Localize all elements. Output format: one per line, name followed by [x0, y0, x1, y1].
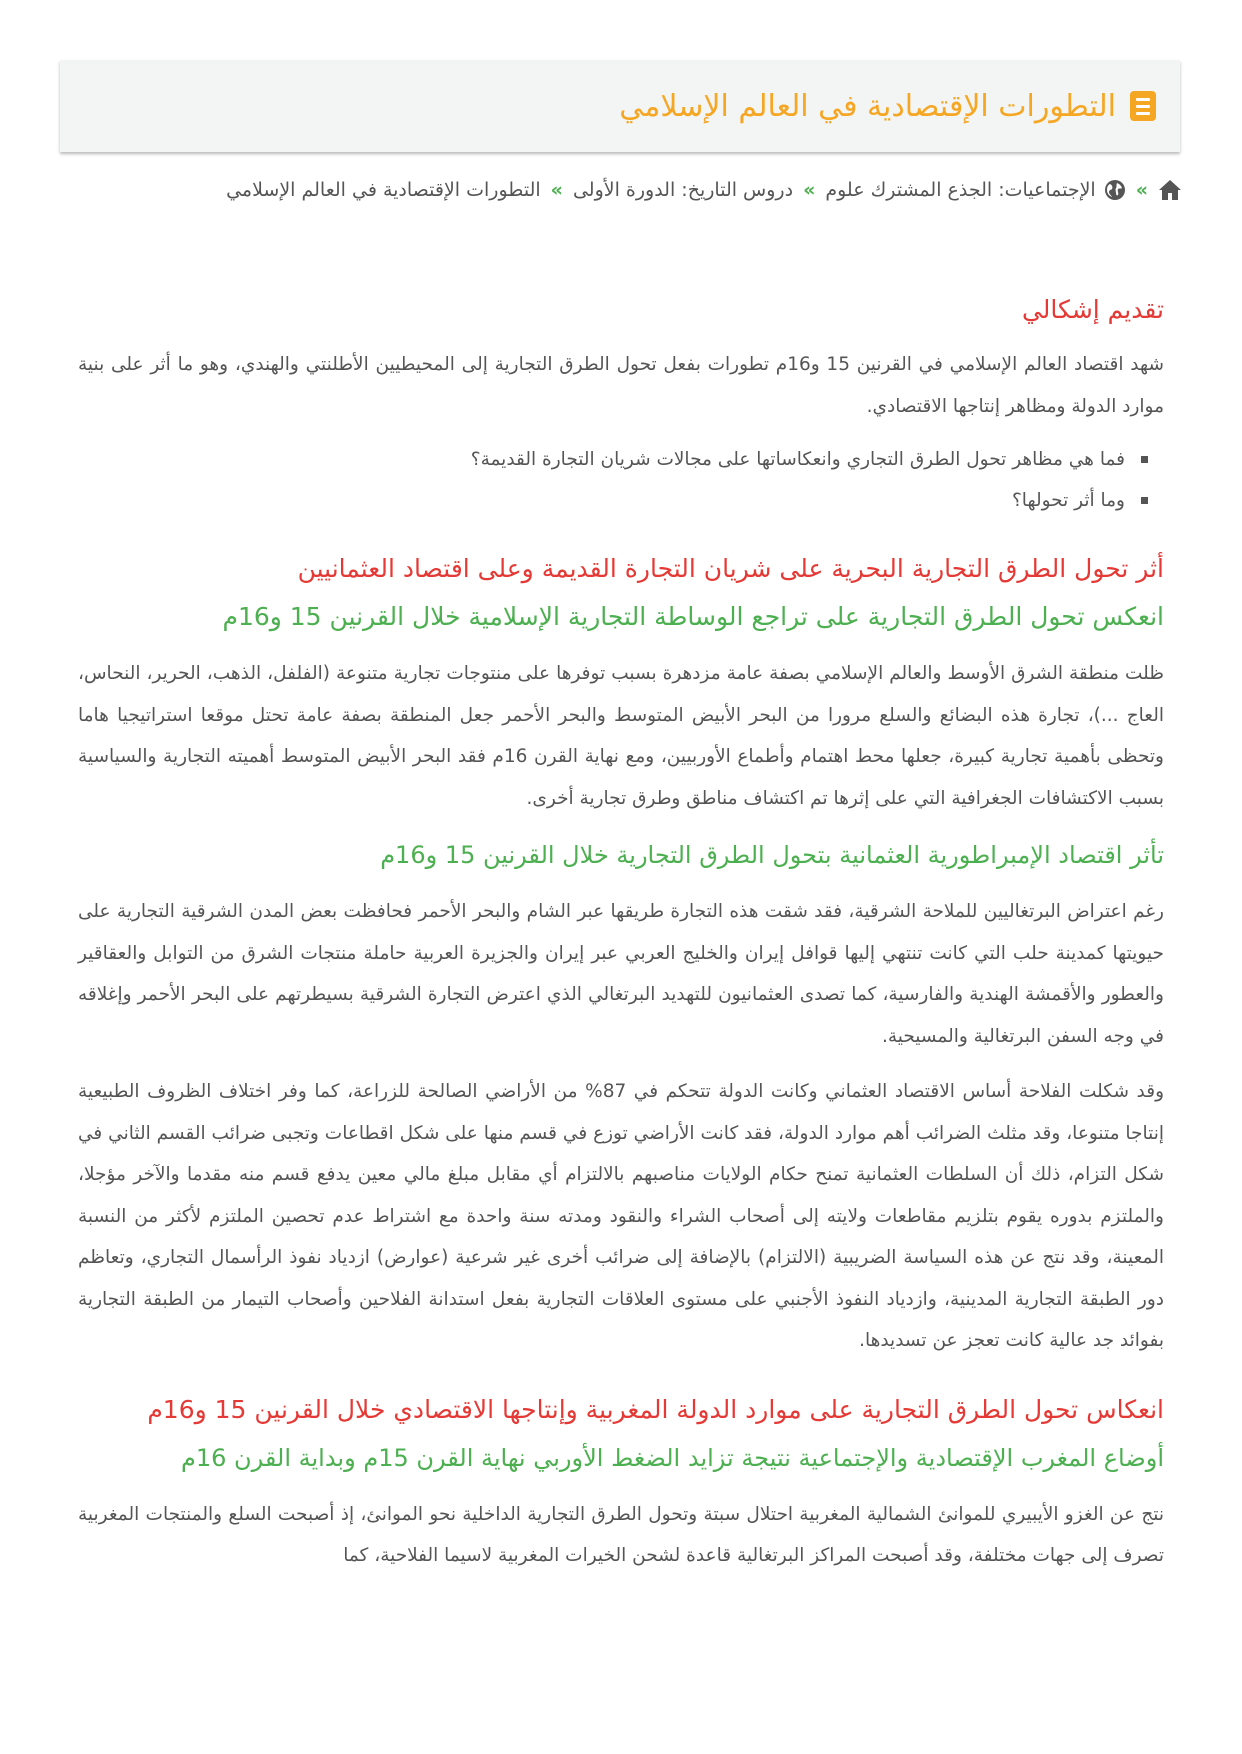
list-item: [78, 439, 1164, 480]
section1-heading: أثر تحول الطرق التجارية البحرية على شريان التجارة القديمة وعلى اقتصاد العثمانيين: [297, 554, 1164, 583]
section1-sub2-paragraph-2: وقد شكلت الفلاحة أساس الاقتصاد العثماني وكانت الدولة تتحكم في 87% من الأراضي الصالحة للزراعة، كما وفر اختلاف الظروف الطبيعية إنتاجا متنوعا، وقد مثلث الضرائب أهم موارد الدولة، فقد كانت الأراضي توزع في قسم منها على شكل اقطاعات وتجبى ضرائب القسم الثاني في شكل التزام، ذلك أن السلطات العثمانية تمنح حكام الولايات مناصبهم بالالتزام أي مقابل مبلغ مالي معين يدفع قسم منه مقدما والآخر مؤجلا، والملتزم بدوره يقوم بتلزيم مقاطعات ولايته إلى أصحاب الشراء والنقود ومدته سنة واحدة مع اشتراط عدم تحصين الملتزم لأكثر من النسبة المعينة، وقد نتج عن هذه السياسة الضريبية (الالتزام) بالإضافة إلى ضرائب أخرى غير شرعية (عوارض) ازدياد نفوذ الرأسمال التجاري، وتعاظم دور الطبقة التجارية المدينية، وازدياد النفوذ الأجنبي على مستوى العلاقات التجارية بفعل استدانة الفلاحين وأصحاب التيمار من الطبقة التجارية بفوائد جد عالية كانت تعجز عن تسديدها.: [78, 1081, 1164, 1351]
section2-sub1-paragraph: نتج عن الغزو الأيبيري للموانئ الشمالية المغربية احتلال سبتة وتحول الطرق التجارية الداخلية نحو الموانئ، إذ أصبحت السلع والمنتجات المغربية تصرف إلى جهات مختلفة، وقد أصبحت المراكز البرتغالية قاعدة لشحن الخيرات المغربية لاسيما الفلاحية، كما: [78, 1503, 1164, 1566]
document-icon: [1130, 91, 1156, 121]
page-header: [60, 60, 1180, 152]
article-content: [78, 288, 1164, 1577]
page-title: التطورات الإقتصادية في العالم الإسلامي: [619, 88, 1116, 124]
section2-sub1-heading: أوضاع المغرب الإقتصادية والإجتماعية نتيجة تزايد الضغط الأوربي نهاية القرن 15م وبداية القرن 16م: [180, 1443, 1164, 1472]
section1-sub1-paragraph: ظلت منطقة الشرق الأوسط والعالم الإسلامي بصفة عامة مزدهرة بسبب توفرها على منتوجات تجارية متنوعة (الفلفل، الذهب، الحرير، النحاس، العاج ...)، تجارة هذه البضائع والسلع مرورا من البحر الأبيض المتوسط والبحر الأحمر جعل المنطقة بصفة عامة تحتل موقعا استراتيجيا هاما وتحظى بأهمية تجارية كبيرة، جعلها محط اهتمام وأطماع الأوربيين، ومع نهاية القرن 16م فقد البحر الأبيض المتوسط أهميته التجارية والسياسية بسبب الاكتشافات الجغرافية التي على إثرها تم اكتشاف مناطق وطرق تجارية أخرى.: [78, 663, 1164, 809]
bullet-icon: [1141, 456, 1148, 463]
breadcrumb-item-history-lessons[interactable]: دروس التاريخ: الدورة الأولى: [572, 179, 794, 201]
home-icon[interactable]: [1158, 179, 1182, 201]
question-text: فما هي مظاهر تحول الطرق التجاري وانعكاساتها على مجالات شريان التجارة القديمة؟: [470, 449, 1125, 470]
breadcrumb: [62, 170, 1182, 210]
section1-sub2-paragraph-1: رغم اعتراض البرتغاليين للملاحة الشرقية، فقد شقت هذه التجارة طريقها عبر الشام والبحر الأحمر فحافظت بعض المدن الشرقية التجارية على حيويتها كمدينة حلب التي كانت تنتهي إليها قوافل إيران والخليج العربي عبر إيران والجزيرة العربية حاملة منتجات الشرق من التوابل والعقاقير والعطور والأقمشة الهندية والفارسية، كما تصدى العثمانيون للتهديد البرتغالي الذي اعترض التجارة الشرقية بسيطرتهم على البحر الأحمر وإغلاقه في وجه السفن البرتغالية والمسيحية.: [78, 901, 1164, 1047]
section2-heading: انعكاس تحول الطرق التجارية على موارد الدولة المغربية وإنتاجها الاقتصادي خلال القرنين 15 و16م: [147, 1394, 1164, 1424]
section1-sub1-heading: انعكس تحول الطرق التجارية على تراجع الوساطة التجارية الإسلامية خلال القرنين 15 و16م: [222, 602, 1164, 631]
list-item: [78, 480, 1164, 521]
breadcrumb-separator: »: [803, 179, 816, 201]
intro-heading: تقديم إشكالي: [1021, 295, 1164, 324]
breadcrumb-separator: »: [550, 179, 563, 201]
question-text: وما أثر تحولها؟: [1011, 490, 1125, 511]
bullet-icon: [1141, 497, 1148, 504]
breadcrumb-separator: »: [1135, 179, 1148, 201]
breadcrumb-item-current: التطورات الإقتصادية في العالم الإسلامي: [226, 179, 541, 201]
intro-paragraph: شهد اقتصاد العالم الإسلامي في القرنين 15 و16م تطورات بفعل تحول الطرق التجارية إلى المحيطيين الأطلنتي والهندي، وهو ما أثر على بنية موارد الدولة ومظاهر إنتاجها الاقتصادي.: [78, 354, 1164, 417]
section1-sub2-heading: تأثر اقتصاد الإمبراطورية العثمانية بتحول الطرق التجارية خلال القرنين 15 و16م: [380, 841, 1164, 869]
questions-list: [78, 439, 1164, 521]
breadcrumb-item-social-studies[interactable]: الإجتماعيات: الجذع المشترك علوم: [825, 179, 1096, 201]
globe-icon: [1104, 179, 1126, 201]
